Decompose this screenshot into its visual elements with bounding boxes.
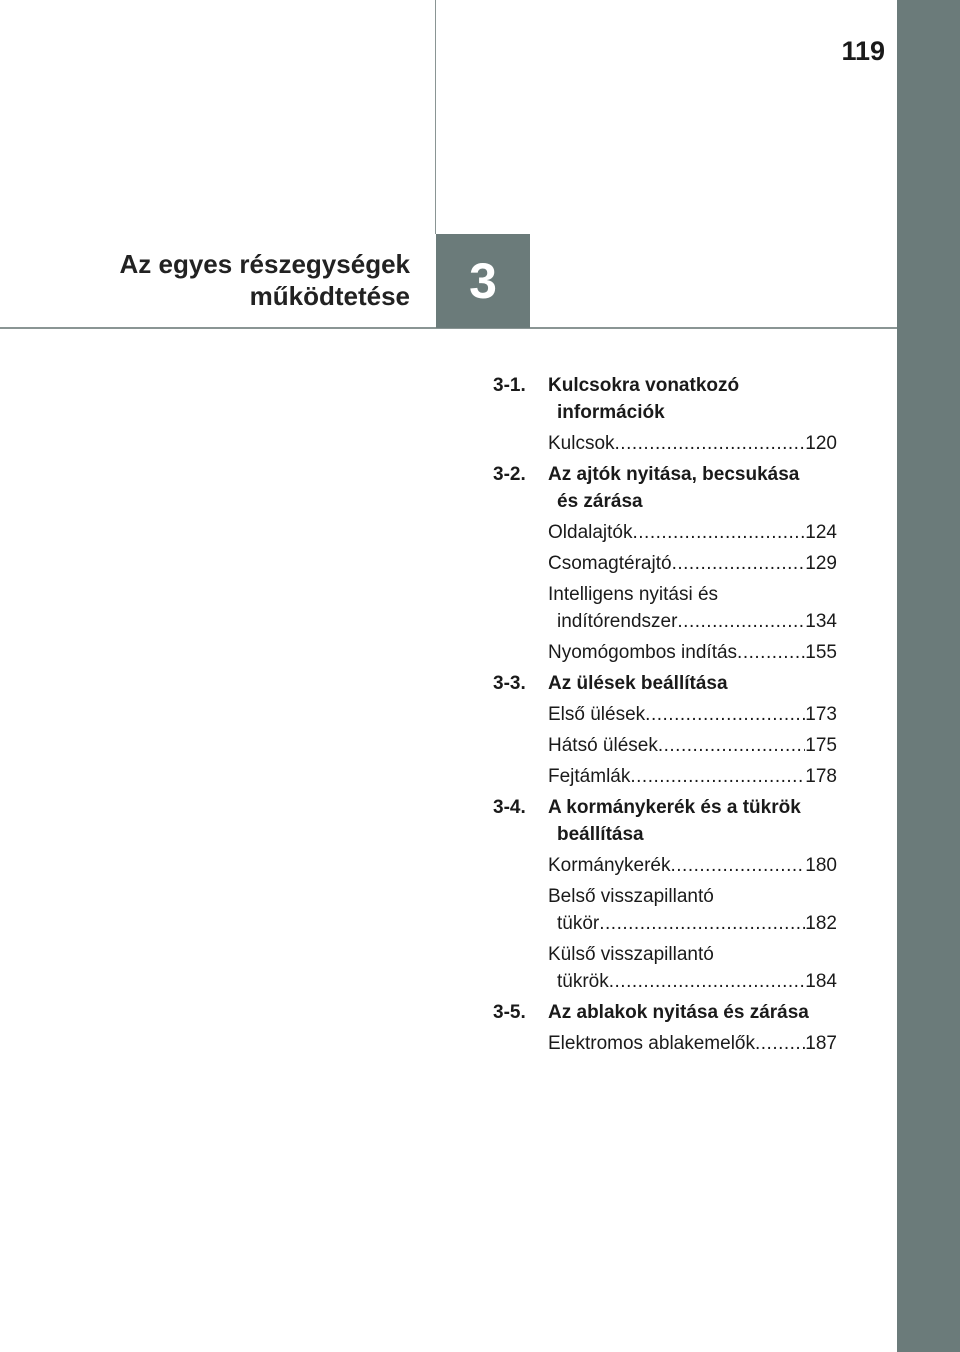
- toc-leader-dots: [677, 608, 805, 635]
- toc-leader-dots: [671, 852, 806, 879]
- toc-section-title-line: és zárása: [557, 491, 643, 512]
- toc-entry-line: [548, 701, 837, 728]
- toc-section-title-line: A kormánykerék és a tükrök: [548, 797, 801, 818]
- toc-section-number: 3-3.: [493, 673, 526, 694]
- toc-entry-page: 178: [805, 766, 837, 787]
- page-number: 119: [841, 36, 885, 66]
- toc-entry[interactable]: [548, 883, 837, 937]
- toc-section-heading: [493, 999, 837, 1026]
- toc-entry-line: [548, 910, 837, 937]
- toc-entry-page: 124: [805, 522, 837, 543]
- toc-entry-line: [548, 968, 837, 995]
- toc-entry-line: [548, 883, 837, 910]
- toc-section-title: [548, 670, 837, 697]
- toc-entry-page: 120: [805, 433, 837, 454]
- toc-entry-line: [548, 763, 837, 790]
- toc-entry-page: 129: [805, 553, 837, 574]
- toc-entry-line: [548, 639, 837, 666]
- toc-entry-label: Belső visszapillantó: [548, 886, 714, 907]
- toc-entry-page: 180: [805, 855, 837, 876]
- toc-entry[interactable]: [548, 550, 837, 577]
- toc-section-title-line: Az ajtók nyitása, becsukása: [548, 464, 800, 485]
- toc-section-title: [548, 372, 837, 426]
- toc-leader-dots: [645, 701, 805, 728]
- toc-leader-dots: [737, 639, 805, 666]
- toc-entry-page: 182: [805, 913, 837, 934]
- vertical-divider: [435, 0, 436, 234]
- toc-entry-label: Első ülések: [548, 704, 646, 725]
- toc-entry-label: Intelligens nyitási és: [548, 584, 719, 605]
- toc-entry-label: tükör: [557, 913, 600, 934]
- toc-entry[interactable]: [548, 732, 837, 759]
- toc-leader-dots: [615, 430, 806, 457]
- toc-entry-line: [548, 581, 837, 608]
- toc-leader-dots: [609, 968, 806, 995]
- side-tab-bar: [897, 0, 960, 1352]
- toc-leader-dots: [630, 763, 805, 790]
- toc-entry-page: 173: [805, 704, 837, 725]
- toc-entry-page: 187: [805, 1033, 837, 1054]
- chapter-title-line-1: Az egyes részegységek: [119, 249, 410, 279]
- toc-entry[interactable]: [548, 581, 837, 635]
- toc-section-number: 3-2.: [493, 464, 526, 485]
- toc-section-title: [548, 794, 837, 848]
- toc-entry[interactable]: [548, 519, 837, 546]
- toc-entry-label: Csomagtérajtó: [548, 553, 672, 574]
- toc-leader-dots: [672, 550, 806, 577]
- toc-entry-label: Kormánykerék: [548, 855, 671, 876]
- toc-section-number: 3-1.: [493, 375, 526, 396]
- toc-section-number: 3-4.: [493, 797, 526, 818]
- chapter-title-line-2: működtetése: [249, 281, 410, 311]
- toc-section-heading: [493, 794, 837, 848]
- toc-entry-label: tükrök: [557, 971, 609, 992]
- toc-entry[interactable]: [548, 639, 837, 666]
- toc-section-title: [548, 999, 837, 1026]
- toc-entry-line: [548, 430, 837, 457]
- toc-entry-label: Nyomógombos indítás: [548, 642, 738, 663]
- toc-entry[interactable]: [548, 852, 837, 879]
- toc-entry-page: 184: [805, 971, 837, 992]
- chapter-number: 3: [469, 253, 497, 309]
- toc-section-heading: [493, 461, 837, 515]
- toc-entry[interactable]: [548, 701, 837, 728]
- toc-section-title-line: információk: [557, 402, 665, 423]
- toc-entry-label: Fejtámlák: [548, 766, 631, 787]
- toc-section-title: [548, 461, 837, 515]
- toc-section-title-line: Kulcsokra vonatkozó: [548, 375, 740, 396]
- toc-leader-dots: [658, 732, 805, 759]
- toc-leader-dots: [633, 519, 806, 546]
- toc-section-number: 3-5.: [493, 1002, 526, 1023]
- toc-leader-dots: [755, 1030, 805, 1057]
- toc-entry-line: [548, 519, 837, 546]
- toc-entry-page: 155: [805, 642, 837, 663]
- toc-entry-line: [548, 1030, 837, 1057]
- toc-entry-label: Kulcsok: [548, 433, 615, 454]
- toc-section-heading: [493, 670, 837, 697]
- toc-entry-label: Hátsó ülések: [548, 735, 658, 756]
- toc-entry-line: [548, 852, 837, 879]
- toc-entry[interactable]: [548, 763, 837, 790]
- toc-entry-label: indítórendszer: [557, 611, 678, 632]
- toc-entry[interactable]: [548, 1030, 837, 1057]
- toc-entry-label: Elektromos ablakemelők: [548, 1033, 755, 1054]
- table-of-contents: [493, 372, 837, 1057]
- toc-entry-page: 134: [805, 611, 837, 632]
- chapter-title: [119, 248, 410, 312]
- toc-entry[interactable]: [548, 941, 837, 995]
- toc-entry-page: 175: [805, 735, 837, 756]
- toc-section-title-line: Az ablakok nyitása és zárása: [548, 1002, 809, 1023]
- toc-entry-line: [548, 941, 837, 968]
- toc-entry[interactable]: [548, 430, 837, 457]
- toc-entry-line: [548, 608, 837, 635]
- toc-section-heading: [493, 372, 837, 426]
- toc-section-title-line: Az ülések beállítása: [548, 673, 728, 694]
- toc-section-title-line: beállítása: [557, 824, 644, 845]
- toc-leader-dots: [599, 910, 805, 937]
- toc-entry-label: Oldalajtók: [548, 522, 633, 543]
- toc-entry-label: Külső visszapillantó: [548, 944, 714, 965]
- toc-entry-line: [548, 550, 837, 577]
- toc-entry-line: [548, 732, 837, 759]
